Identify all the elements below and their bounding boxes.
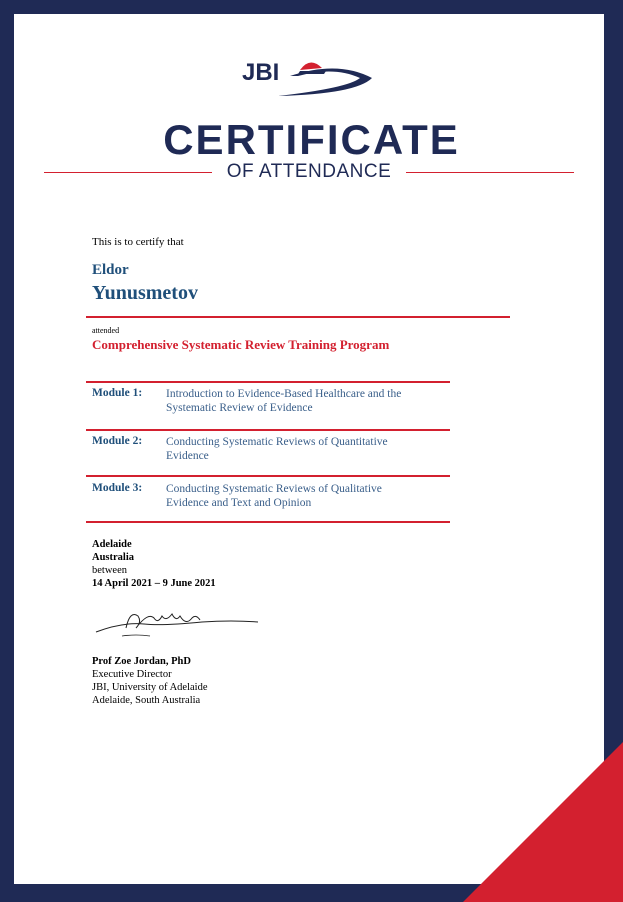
- location-country: Australia: [92, 552, 134, 563]
- recipient-last-name: Yunusmetov: [92, 282, 198, 304]
- certify-text: This is to certify that: [92, 236, 184, 248]
- red-corner-accent: [463, 742, 623, 902]
- module-divider: [86, 521, 450, 523]
- logo-swoosh-icon: [278, 68, 372, 96]
- recipient-first-name: Eldor: [92, 262, 129, 278]
- module-3-label: Module 3:: [92, 482, 143, 494]
- certificate-subtitle: OF ATTENDANCE: [226, 161, 392, 182]
- module-2-description: Conducting Systematic Reviews of Quantitative Evidence: [166, 436, 388, 462]
- certificate-title: CERTIFICATE: [163, 116, 460, 163]
- module-1-label: Module 1:: [92, 387, 143, 399]
- signature-image: [92, 600, 262, 645]
- signatory-name: Prof Zoe Jordan, PhD: [92, 656, 191, 667]
- logo-dome-icon: [300, 62, 322, 70]
- module-1-description: Introduction to Evidence-Based Healthcare and the Systematic Review of Evidence: [166, 388, 402, 414]
- module-divider: [86, 475, 450, 477]
- logo-text: JBI: [242, 59, 280, 86]
- subtitle-rule-right: [406, 172, 574, 173]
- between-label: between: [92, 565, 127, 576]
- program-dates: 14 April 2021 – 9 June 2021: [92, 578, 216, 589]
- location-city: Adelaide: [92, 539, 132, 550]
- module-divider: [86, 429, 450, 431]
- signatory-role: Executive Director: [92, 669, 172, 680]
- module-3-description: Conducting Systematic Reviews of Qualitative Evidence and Text and Opinion: [166, 483, 382, 509]
- subtitle-row: [44, 160, 574, 186]
- name-divider: [86, 316, 510, 318]
- module-2-label: Module 2:: [92, 435, 143, 447]
- jbi-logo: [238, 54, 378, 104]
- signatory-place: Adelaide, South Australia: [92, 695, 201, 706]
- signatory-org: JBI, University of Adelaide: [92, 682, 208, 693]
- program-title: Comprehensive Systematic Review Training Program: [92, 337, 390, 352]
- attended-label: attended: [92, 326, 120, 335]
- module-divider: [86, 381, 450, 383]
